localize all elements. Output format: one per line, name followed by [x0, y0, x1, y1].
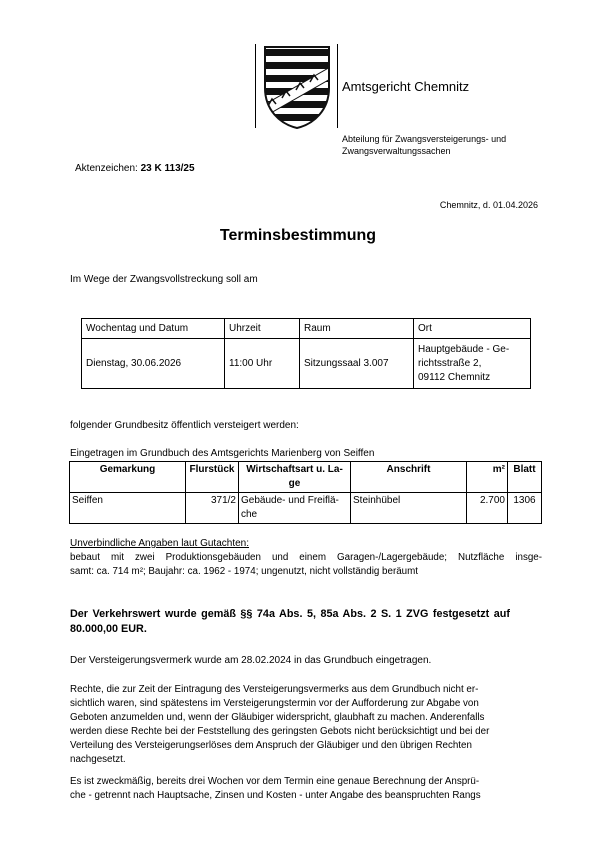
gb-header-flurstueck: Flurstück: [186, 462, 239, 493]
coat-of-arms-logo: [262, 44, 332, 130]
schedule-date: Dienstag, 30.06.2026: [82, 339, 225, 389]
gb-header-wirtschaftsart: [239, 462, 351, 493]
rechte-line-4: werden diese Rechte bei der Feststellung des geringsten Gebots nicht berücksichtigt und bei der: [70, 726, 490, 737]
file-reference-value: 23 K 113/25: [140, 163, 195, 174]
rechte-line-6: nachgesetzt.: [70, 754, 126, 765]
file-reference: [75, 162, 195, 176]
grundbuch-row: [70, 493, 542, 524]
schedule-place: [414, 339, 531, 389]
schedule-place-line-3: 09112 Chemnitz: [418, 371, 491, 383]
header-divider-right: [337, 44, 338, 128]
gutachten-line-2: samt: ca. 714 m²; Baujahr: ca. 1962 - 1974; ungenutzt, nicht vollständig beräumt: [70, 566, 418, 577]
gb-header-wirtschaftsart-line-1: Wirtschaftsart u. La-: [246, 464, 343, 475]
place-date: Chemnitz, d. 01.04.2026: [439, 200, 538, 210]
gb-header-gemarkung: Gemarkung: [70, 462, 186, 493]
gb-flurstueck: 371/2: [186, 493, 239, 524]
rechte-paragraph: [70, 683, 542, 767]
grundbuch-table: [69, 461, 542, 524]
vermerk-text: Der Versteigerungsvermerk wurde am 28.02.2024 in das Grundbuch eingetragen.: [70, 655, 432, 666]
verkehrswert-line-1: Der Verkehrswert wurde gemäß §§ 74a Abs. 5, 85a Abs. 2 S. 1 ZVG festgesetzt auf: [70, 608, 510, 620]
schedule-row: [82, 339, 531, 389]
rechte-line-5: Verteilung des Versteigerungserlöses dem Anspruch der Gläubiger und den übrigen Rechten: [70, 740, 472, 751]
header-divider-left: [255, 44, 256, 128]
court-name: Amtsgericht Chemnitz: [342, 79, 470, 94]
gb-blatt: 1306: [508, 493, 542, 524]
gb-header-anschrift: Anschrift: [351, 462, 467, 493]
schedule-header-row: [82, 319, 531, 339]
gb-anschrift: Steinhübel: [351, 493, 467, 524]
department-line-2: Zwangsverwaltungssachen: [342, 146, 451, 156]
zweckmaessig-line-2: che - getrennt nach Hauptsache, Zinsen und Kosten - unter Angabe des beanspruchten Rangs: [70, 790, 481, 801]
rechte-line-3: Geboten anzumelden und, wenn der Gläubiger widerspricht, glaubhaft zu machen. Anderenfalls: [70, 712, 485, 723]
gb-header-blatt: Blatt: [508, 462, 542, 493]
grundbuch-caption: Eingetragen im Grundbuch des Amtsgerichts Marienberg von Seiffen: [70, 448, 375, 459]
gb-wirtschaftsart: [239, 493, 351, 524]
gb-header-m2: m²: [467, 462, 508, 493]
schedule-header-room: Raum: [300, 319, 414, 339]
gutachten-heading: Unverbindliche Angaben laut Gutachten:: [70, 538, 250, 549]
rechte-line-2: sichtlich waren, sind spätestens im Versteigerungstermin vor der Aufforderung zur Abgabe von: [70, 698, 479, 709]
schedule-header-place: Ort: [414, 319, 531, 339]
schedule-header-date: Wochentag und Datum: [82, 319, 225, 339]
auction-text: folgender Grundbesitz öffentlich versteigert werden:: [70, 420, 299, 431]
schedule-header-time: Uhrzeit: [225, 319, 300, 339]
file-reference-label: Aktenzeichen:: [75, 163, 138, 174]
schedule-time: 11:00 Uhr: [225, 339, 300, 389]
gb-m2: 2.700: [467, 493, 508, 524]
department-line-1: Abteilung für Zwangsversteigerungs- und: [342, 134, 507, 144]
gb-wirtschaftsart-line-2: che: [241, 509, 258, 520]
zweckmaessig-paragraph: [70, 775, 542, 803]
intro-text: Im Wege der Zwangsvollstreckung soll am: [70, 274, 258, 285]
grundbuch-header-row: [70, 462, 542, 493]
gb-wirtschaftsart-line-1: Gebäude- und Freiflä-: [241, 495, 339, 506]
rechte-line-1: Rechte, die zur Zeit der Eintragung des Versteigerungsvermerks aus dem Grundbuch nicht er-: [70, 684, 479, 695]
page-title: Terminsbestimmung: [219, 227, 377, 244]
schedule-room: Sitzungssaal 3.007: [300, 339, 414, 389]
schedule-place-line-2: richtsstraße 2,: [418, 357, 482, 369]
verkehrswert-line-2: 80.000,00 EUR.: [70, 623, 147, 635]
gb-header-wirtschaftsart-line-2: ge: [288, 478, 301, 489]
schedule-place-line-1: Hauptgebäude - Ge-: [418, 343, 510, 355]
gb-gemarkung: Seiffen: [72, 495, 103, 506]
schedule-table: [81, 318, 531, 389]
gutachten-line-1: bebaut mit zwei Produktionsgebäuden und einem Garagen-/Lagergebäude; Nutzfläche insge-: [70, 552, 542, 563]
zweckmaessig-line-1: Es ist zweckmäßig, bereits drei Wochen vor dem Termin eine genaue Berechnung der Ansprü-: [70, 776, 480, 787]
